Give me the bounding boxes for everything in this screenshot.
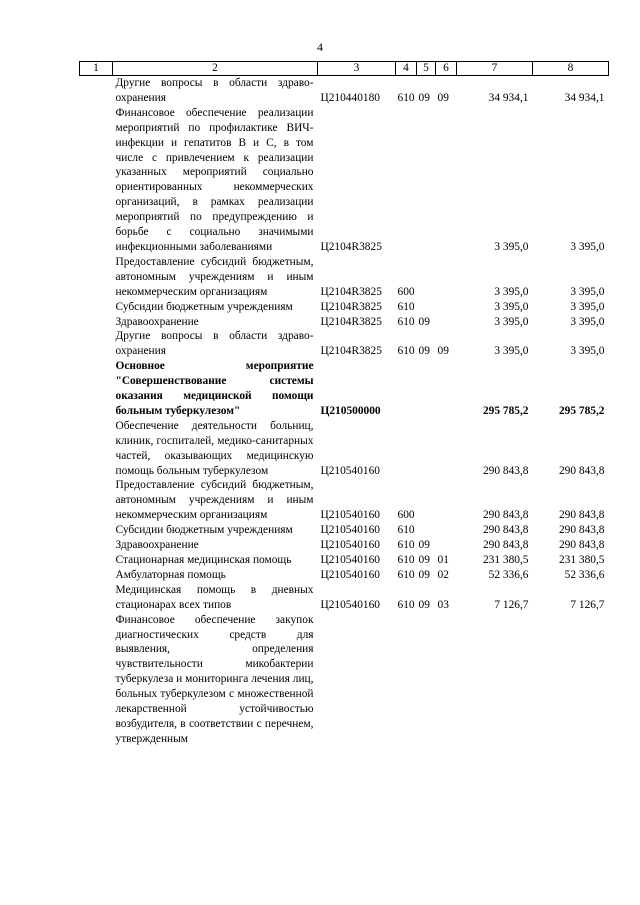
expense-type-code: 610 xyxy=(397,315,415,328)
target-article-code: Ц210440180 xyxy=(320,91,380,104)
row-index-cell xyxy=(80,255,113,300)
amount-col7: 290 843,8 xyxy=(482,464,529,477)
expense-type-code: 610 xyxy=(397,539,415,552)
amount-col8: 34 934,1 xyxy=(564,91,605,104)
amount-col8: 295 785,2 xyxy=(558,404,605,417)
item-name: Обеспечение деятельности больниц, клиник, госпиталей, медико-санитарных частей, оказывающих медицинскую помощь больным туберкулезом xyxy=(115,419,314,477)
section-code: 09 xyxy=(418,91,430,104)
item-name: Субсидии бюджетным учреждениям xyxy=(115,300,293,313)
section-code xyxy=(417,255,436,300)
row-index-cell xyxy=(80,76,113,106)
table-body xyxy=(80,76,609,747)
subsection-code: 09 xyxy=(437,345,449,358)
table-row xyxy=(80,478,609,523)
expense-type-code: 600 xyxy=(397,509,415,522)
target-article-code: Ц210540160 xyxy=(320,464,380,477)
column-number: 6 xyxy=(436,62,457,76)
table-row xyxy=(80,419,609,479)
expense-type-code xyxy=(396,359,417,419)
row-index-cell xyxy=(80,329,113,359)
item-name: Здравоохранение xyxy=(115,539,199,552)
item-name: Амбулаторная помощь xyxy=(115,568,226,581)
row-index-cell xyxy=(80,523,113,538)
item-name: Финансовое обеспечение закупок диагностических средств для выявления, определения чувствительности микобактерии туберкулеза и мониторинга лечения лиц, больных туберкулезом с множественной лекарственной устойчивостью возбудителя, в соответствии с перечнем, утвержденным xyxy=(115,613,314,745)
subsection-code xyxy=(436,613,457,747)
table-row xyxy=(80,255,609,300)
amount-col8: 290 843,8 xyxy=(558,464,605,477)
amount-col8: 3 395,0 xyxy=(570,345,605,358)
amount-col7: 3 395,0 xyxy=(494,240,529,253)
amount-col8: 3 395,0 xyxy=(570,240,605,253)
amount-col8: 52 336,6 xyxy=(564,568,605,581)
column-number: 5 xyxy=(417,62,436,76)
amount-col8: 231 380,5 xyxy=(558,554,605,566)
amount-col7: 231 380,5 xyxy=(482,554,529,566)
row-index-cell xyxy=(80,315,113,330)
subsection-code: 01 xyxy=(437,554,449,566)
section-code xyxy=(417,106,436,255)
page-number: 4 xyxy=(317,40,323,54)
item-name: Другие вопросы в области здраво-охранения xyxy=(115,77,314,104)
table-row xyxy=(80,583,609,613)
budget-table xyxy=(79,61,609,747)
table-row xyxy=(80,523,609,538)
amount-col7: 290 843,8 xyxy=(482,539,529,552)
subsection-code xyxy=(436,419,457,479)
item-name: Здравоохранение xyxy=(115,315,199,328)
section-code xyxy=(417,359,436,419)
item-name: Предоставление субсидий бюджетным, автономным учреждениям и иным некоммерческим организациям xyxy=(115,255,314,298)
target-article-code: Ц210540160 xyxy=(320,568,380,581)
section-code: 09 xyxy=(418,345,430,358)
target-article-code xyxy=(318,613,396,747)
target-article-code: Ц210540160 xyxy=(320,524,380,537)
amount-col7: 3 395,0 xyxy=(494,345,529,358)
row-index-cell xyxy=(80,538,113,553)
section-code: 09 xyxy=(418,598,430,611)
section-code: 09 xyxy=(418,315,430,328)
section-code: 09 xyxy=(418,554,430,566)
table-row xyxy=(80,106,609,255)
column-number: 1 xyxy=(80,62,113,76)
subsection-code: 09 xyxy=(437,91,449,104)
row-index-cell xyxy=(80,419,113,479)
section-code xyxy=(417,478,436,523)
expense-type-code xyxy=(396,419,417,479)
table-row xyxy=(80,359,609,419)
table-row xyxy=(80,315,609,330)
table-row xyxy=(80,329,609,359)
item-name: Основное мероприятие "Совершенствование системы оказания медицинской помощи больным туберкулезом" xyxy=(115,360,314,417)
target-article-code: Ц210540160 xyxy=(320,539,380,552)
column-number: 3 xyxy=(318,62,396,76)
table-row xyxy=(80,76,609,106)
item-name: Медицинская помощь в дневных стационарах всех типов xyxy=(115,583,314,611)
subsection-code xyxy=(436,359,457,419)
section-code xyxy=(417,613,436,747)
table-row xyxy=(80,538,609,553)
amount-col8: 3 395,0 xyxy=(570,300,605,313)
section-code xyxy=(417,300,436,315)
expense-type-code: 600 xyxy=(397,285,415,298)
row-index-cell xyxy=(80,553,113,568)
section-code xyxy=(417,523,436,538)
expense-type-code: 610 xyxy=(397,554,415,566)
expense-type-code: 610 xyxy=(397,568,415,581)
expense-type-code xyxy=(396,106,417,255)
amount-col7: 295 785,2 xyxy=(482,404,529,417)
table-row xyxy=(80,613,609,747)
column-number: 7 xyxy=(457,62,533,76)
amount-col8: 290 843,8 xyxy=(558,509,605,522)
expense-type-code: 610 xyxy=(397,91,415,104)
target-article-code: Ц210540160 xyxy=(320,509,380,522)
expense-type-code: 610 xyxy=(397,524,415,537)
column-number: 8 xyxy=(533,62,609,76)
item-name: Субсидии бюджетным учреждениям xyxy=(115,524,293,537)
item-name: Другие вопросы в области здраво-охранения xyxy=(115,330,314,358)
row-index-cell xyxy=(80,300,113,315)
item-name: Предоставление субсидий бюджетным, автономным учреждениям и иным некоммерческим организациям xyxy=(115,479,314,522)
column-number: 2 xyxy=(113,62,318,76)
column-number: 4 xyxy=(396,62,417,76)
subsection-code xyxy=(436,315,457,330)
target-article-code: Ц2104R3825 xyxy=(320,285,382,298)
expense-type-code: 610 xyxy=(397,598,415,611)
target-article-code: Ц2104R3825 xyxy=(320,240,382,253)
item-name: Финансовое обеспечение реализации мероприятий по профилактике ВИЧ-инфекции и гепатитов В и С, в том числе с привлечением к реализации указанных мероприятий социально ориентированных некоммерческих организаций, в рамках реализации мероприятий по предупреждению и борьбе с социально значимыми инфекционными заболеваниями xyxy=(115,106,314,253)
amount-col8 xyxy=(533,613,609,747)
section-code xyxy=(417,419,436,479)
column-number-row xyxy=(80,62,609,76)
target-article-code: Ц210500000 xyxy=(320,404,381,417)
subsection-code xyxy=(436,478,457,523)
amount-col8: 290 843,8 xyxy=(558,539,605,552)
amount-col7: 34 934,1 xyxy=(488,91,529,104)
amount-col7: 3 395,0 xyxy=(494,315,529,328)
expense-type-code: 610 xyxy=(397,345,415,358)
target-article-code: Ц2104R3825 xyxy=(320,315,382,328)
subsection-code xyxy=(436,106,457,255)
target-article-code: Ц2104R3825 xyxy=(320,345,382,358)
target-article-code: Ц210540160 xyxy=(320,598,380,611)
target-article-code: Ц2104R3825 xyxy=(320,300,382,313)
amount-col7: 290 843,8 xyxy=(482,524,529,537)
section-code: 09 xyxy=(418,568,430,581)
amount-col8: 7 126,7 xyxy=(570,598,605,611)
expense-type-code xyxy=(396,613,417,747)
row-index-cell xyxy=(80,568,113,583)
table-row xyxy=(80,553,609,568)
row-index-cell xyxy=(80,613,113,747)
expense-type-code: 610 xyxy=(397,300,415,313)
target-article-code: Ц210540160 xyxy=(320,554,380,566)
amount-col8: 3 395,0 xyxy=(570,285,605,298)
row-index-cell xyxy=(80,359,113,419)
amount-col7: 3 395,0 xyxy=(494,285,529,298)
subsection-code xyxy=(436,300,457,315)
subsection-code xyxy=(436,538,457,553)
amount-col7 xyxy=(457,613,533,747)
amount-col8: 290 843,8 xyxy=(558,524,605,537)
item-name: Стационарная медицинская помощь xyxy=(115,554,292,566)
amount-col7: 290 843,8 xyxy=(482,509,529,522)
amount-col7: 7 126,7 xyxy=(494,598,529,611)
subsection-code xyxy=(436,523,457,538)
amount-col7: 3 395,0 xyxy=(494,300,529,313)
section-code: 09 xyxy=(418,539,430,552)
amount-col7: 52 336,6 xyxy=(488,568,529,581)
amount-col8: 3 395,0 xyxy=(570,315,605,328)
table-row xyxy=(80,568,609,583)
subsection-code xyxy=(436,255,457,300)
row-index-cell xyxy=(80,583,113,613)
row-index-cell xyxy=(80,106,113,255)
subsection-code: 03 xyxy=(437,598,449,611)
row-index-cell xyxy=(80,478,113,523)
table-row xyxy=(80,300,609,315)
subsection-code: 02 xyxy=(437,568,449,581)
